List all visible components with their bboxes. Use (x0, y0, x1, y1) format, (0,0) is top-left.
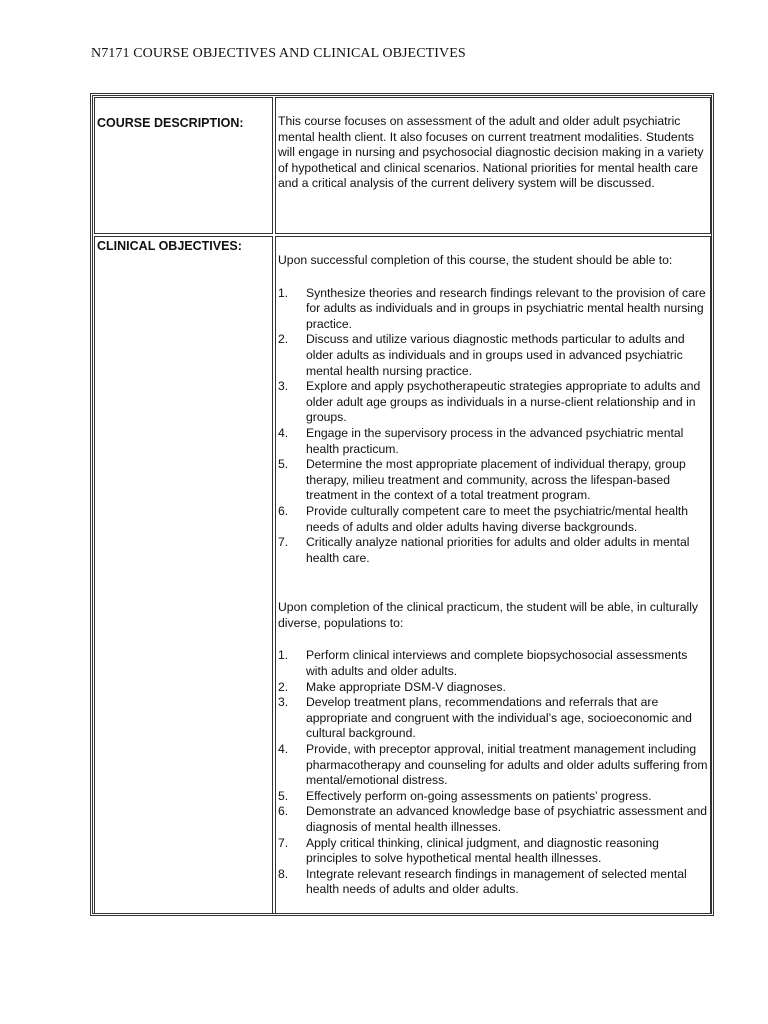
list-item-number: 2. (278, 679, 289, 694)
list-item-text: Make appropriate DSM-V diagnoses. (306, 679, 506, 694)
list-item-text: Effectively perform on-going assessments on patients’ progress. (306, 788, 652, 803)
list-item-text: Synthesize theories and research findings relevant to the provision of care for adults as individuals and in groups in psychiatric mental health nursing practice. (306, 285, 706, 331)
course-description-label: COURSE DESCRIPTION: (94, 97, 273, 234)
list-item-number: 4. (278, 742, 289, 757)
list-item (278, 789, 709, 805)
list-item-number: 4. (278, 425, 289, 440)
list-item-text: Determine the most appropriate placement of individual therapy, group therapy, milieu treatment and community, across the lifespan-based treatment in the context of a total treatment program. (306, 457, 686, 503)
objectives-table (90, 93, 714, 916)
list-item (278, 457, 709, 504)
clinical-objectives-intro: Upon successful completion of this course, the student should be able to: (278, 253, 673, 267)
list-item-number: 6. (278, 804, 289, 819)
list-item-number: 1. (278, 648, 289, 663)
list-item (278, 680, 709, 696)
list-item-text: Perform clinical interviews and complete biopsychosocial assessments with adults and older adults. (306, 648, 688, 679)
practicum-objectives-list (278, 648, 709, 898)
list-item (278, 648, 709, 679)
list-item-text: Provide culturally competent care to meet the psychiatric/mental health needs of adults and older adults having diverse backgrounds. (306, 503, 689, 534)
list-item-text: Discuss and utilize various diagnostic methods particular to adults and older adults as individuals and in groups used in advanced psychiatric mental health nursing practice. (306, 332, 685, 378)
list-item-number: 7. (278, 835, 289, 850)
list-item (278, 332, 709, 379)
clinical-objectives-cell (275, 236, 711, 914)
list-item (278, 286, 709, 333)
course-objectives-list (278, 286, 709, 567)
list-item (278, 836, 709, 867)
course-description-text: This course focuses on assessment of the adult and older adult psychiatric mental health client. It also focuses on current treatment modalities. Students will engage in nursing and psychosocial diagnostic decision making in a variety of hypothetical and clinical scenarios. National priorities for mental health care and a critical analysis of the current delivery system will be discussed. (278, 114, 704, 191)
list-item-text: Engage in the supervisory process in the advanced psychiatric mental health practicum. (306, 425, 684, 456)
list-item (278, 804, 709, 835)
list-item (278, 867, 709, 898)
list-item-text: Apply critical thinking, clinical judgment, and diagnostic reasoning principles to solve hypothetical mental health illnesses. (306, 835, 659, 866)
list-item (278, 504, 709, 535)
list-item-number: 5. (278, 788, 289, 803)
list-item (278, 535, 709, 566)
list-item-text: Demonstrate an advanced knowledge base of psychiatric assessment and diagnosis of mental health illnesses. (306, 804, 708, 834)
clinical-objectives-label: CLINICAL OBJECTIVES: (94, 236, 273, 914)
list-item-number: 5. (278, 457, 289, 472)
list-item-number: 1. (278, 285, 289, 300)
list-item-number: 6. (278, 503, 289, 518)
list-item (278, 426, 709, 457)
list-item-text: Explore and apply psychotherapeutic strategies appropriate to adults and older adult age groups as individuals in a nurse-client relationship and in groups. (306, 379, 701, 425)
list-item (278, 695, 709, 742)
list-item (278, 379, 709, 426)
practicum-objectives-intro: Upon completion of the clinical practicum, the student will be able, in culturally diverse, populations to: (278, 600, 699, 630)
list-item-text: Provide, with preceptor approval, initial treatment management including pharmacotherapy and counseling for adults and older adults suffering from mental/emotional distress. (306, 742, 708, 788)
list-item-text: Develop treatment plans, recommendations and referrals that are appropriate and congruent with the individual’s age, socioeconomic and cultural background. (306, 695, 692, 741)
course-description-cell (275, 97, 711, 234)
list-item-number: 3. (278, 379, 289, 394)
list-item-number: 2. (278, 332, 289, 347)
list-item-text: Critically analyze national priorities for adults and older adults in mental health care. (306, 535, 690, 565)
list-item (278, 742, 709, 789)
list-item-number: 7. (278, 535, 289, 550)
list-item-text: Integrate relevant research findings in management of selected mental health needs of adults and older adults. (306, 866, 687, 897)
document-title: N7171 COURSE OBJECTIVES AND CLINICAL OBJECTIVES (91, 46, 466, 61)
list-item-number: 8. (278, 866, 289, 881)
list-item-number: 3. (278, 695, 289, 710)
